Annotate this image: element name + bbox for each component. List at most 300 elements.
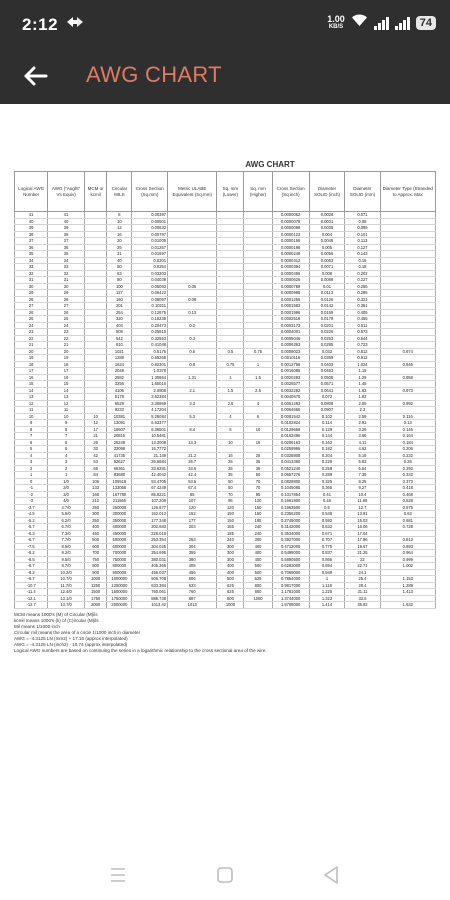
table-cell: 0.10211 <box>132 303 168 310</box>
table-cell: 6.7/0 <box>48 524 85 531</box>
table-cell: 5.5/0 <box>48 511 85 518</box>
network-speed-unit: KB/S <box>328 23 344 30</box>
table-cell: 12.7 <box>345 504 380 511</box>
table-cell: 0.232 <box>380 452 435 459</box>
table-cell: 42.4 <box>168 472 217 479</box>
table-cell: 1.3744000 <box>272 595 309 602</box>
table-cell: 350 <box>84 517 107 524</box>
table-cell: 0.5 <box>168 348 217 355</box>
table-cell: 1750 <box>84 595 107 602</box>
table-cell: 0.0032252 <box>272 387 309 394</box>
table-cell: 4/0 <box>48 498 85 505</box>
table-cell: 0.0005046 <box>272 335 309 342</box>
table-cell: 42 <box>84 452 107 459</box>
table-cell: 380 <box>168 556 217 563</box>
table-cell: 8.36501 <box>132 426 168 433</box>
table-cell: 0.116 <box>380 413 435 420</box>
column-header: Metric ULABE Equivalent (Sq.mm) <box>168 172 217 212</box>
table-cell: 500 <box>244 563 272 570</box>
table-cell: 0.7069000 <box>272 569 309 576</box>
table-cell: 400 <box>244 543 272 550</box>
table-cell: 0.418 <box>380 485 435 492</box>
table-cell: -8.2 <box>15 550 48 557</box>
table-cell: 0.0001996 <box>272 309 309 316</box>
table-cell: 35 <box>48 251 85 258</box>
table-cell: 0.2 <box>168 322 217 329</box>
table-cell: 0.0000312 <box>272 257 309 264</box>
column-header: Diameter Type (Stranded to Approx. Max <box>380 172 435 212</box>
table-cell: 1.30864 <box>132 374 168 381</box>
table-cell: 34 <box>15 257 48 264</box>
table-cell: 0.9817000 <box>272 582 309 589</box>
note-line: kcmil means 1000's (k) of (C)ircular (M)ils <box>14 617 99 623</box>
table-cell: 5.83 <box>345 459 380 466</box>
table-cell: 127 <box>107 290 132 297</box>
table-cell: 0.958 <box>380 374 435 381</box>
table-cell: 33.6281 <box>132 465 168 472</box>
table-cell: 40 <box>15 218 48 225</box>
table-cell: 85.0221 <box>132 491 168 498</box>
table-cell: 750 <box>84 556 107 563</box>
table-cell: 450 <box>84 530 107 537</box>
table-cell: 41 <box>48 212 85 219</box>
table-cell: 0.0359 <box>309 355 345 362</box>
table-cell: 0.0285 <box>309 342 345 349</box>
table-cell: 0.0035 <box>309 225 345 232</box>
table-cell: 0.102 <box>309 413 345 420</box>
table-cell: 0.0045 <box>309 238 345 245</box>
table-cell: 33.6 <box>168 465 217 472</box>
table-cell: 0.289 <box>309 472 345 479</box>
table-cell: 0.032 <box>309 348 345 355</box>
table-cell: 0.0003173 <box>272 322 309 329</box>
table-cell: 35 <box>15 251 48 258</box>
table-cell: 1.5708000 <box>272 602 309 609</box>
table-cell: 0.0028 <box>309 212 345 219</box>
column-header: Cross Section (Sq.mm) <box>132 172 168 212</box>
table-cell: 0.229 <box>309 459 345 466</box>
table-cell: 4 <box>244 400 272 407</box>
table-cell: 1021 <box>107 348 132 355</box>
table-cell: 26.7 <box>168 459 217 466</box>
table-cell: 84 <box>84 472 107 479</box>
table-cell: 21 <box>84 433 107 440</box>
triangle-back-icon[interactable] <box>322 865 340 885</box>
table-cell: 31 <box>48 277 85 284</box>
table-cell: 133 <box>84 485 107 492</box>
table-cell: 85 <box>168 491 217 498</box>
table-cell: 1.289 <box>380 582 435 589</box>
table-cell: 19 <box>48 355 85 362</box>
table-cell: 0.184 <box>380 439 435 446</box>
table-cell: 168 <box>84 491 107 498</box>
table-cell: 18 <box>48 361 85 368</box>
table-cell: 16.06 <box>345 524 380 531</box>
table-cell: 15 <box>15 381 48 388</box>
table-body <box>15 212 436 609</box>
table-cell: 1000 <box>84 576 107 583</box>
table-cell: 0.204 <box>309 452 345 459</box>
table-cell: 0.973 <box>380 387 435 394</box>
recent-apps-icon[interactable] <box>108 866 128 884</box>
table-cell: 0.08097 <box>132 296 168 303</box>
table-cell: 33 <box>84 446 107 453</box>
table-cell: 2.3 <box>345 407 380 414</box>
table-cell: 16 <box>15 374 48 381</box>
dnd-icon <box>66 15 84 31</box>
table-cell: -6.7 <box>15 537 48 544</box>
table-cell: 8.4 <box>168 426 217 433</box>
table-cell: 3 <box>15 459 48 466</box>
table-cell: 23 <box>48 329 85 336</box>
note-line: Logical AWG numbers are based on continuing the series in a logarithmic relationship to the cross sectional area of the wire. <box>14 647 267 653</box>
app-title: AWG CHART <box>86 62 222 87</box>
table-cell: 0.0403 <box>309 361 345 368</box>
table-cell: 25 <box>217 459 244 466</box>
table-cell: 0.3534000 <box>272 530 309 537</box>
table-cell: 0.1661800 <box>272 498 309 505</box>
table-cell: 34 <box>48 257 85 264</box>
table-cell: 0.0657276 <box>272 472 309 479</box>
table-cell: 0.5 <box>309 504 345 511</box>
table-cell: 0.575 <box>380 504 435 511</box>
table-cell: 0.405 <box>345 309 380 316</box>
column-header: Circular MILS <box>107 172 132 212</box>
table-cell: 0.0000196 <box>272 244 309 251</box>
table-cell: 39 <box>15 225 48 232</box>
table-cell: 152 <box>168 511 217 518</box>
table-cell: 0.004 <box>309 231 345 238</box>
table-cell: 0.202 <box>345 270 380 277</box>
table-cell: 67.4 <box>168 485 217 492</box>
table-cell: 633.384 <box>132 582 168 589</box>
table-cell: 35 <box>244 465 272 472</box>
table-cell: 1 <box>309 576 345 583</box>
table-cell: 1.45 <box>345 381 380 388</box>
table-cell: 4.11 <box>345 439 380 446</box>
table-cell: 1 <box>48 472 85 479</box>
table-cell: 9.5/0 <box>48 556 85 563</box>
table-cell: 53.4705 <box>132 478 168 485</box>
table-cell: 300 <box>217 550 244 557</box>
table-cell: 1000 <box>244 595 272 602</box>
table-cell: 800 <box>84 563 107 570</box>
table-cell: 240 <box>244 530 272 537</box>
table-cell: 0.03203 <box>132 270 168 277</box>
table-cell: 886.738 <box>132 595 168 602</box>
wifi-icon <box>351 13 368 32</box>
table-cell: 70 <box>244 485 272 492</box>
table-cell: 0.072 <box>309 394 345 401</box>
table-cell: 6529 <box>107 400 132 407</box>
table-cell: 36 <box>48 244 85 251</box>
table-cell: 5 <box>15 446 48 453</box>
table-cell: 1000 <box>217 602 244 609</box>
table-cell: 6.54 <box>345 465 380 472</box>
table-cell: 253.354 <box>132 537 168 544</box>
table-cell: 250000 <box>107 504 132 511</box>
table-cell: 0.0000248 <box>272 251 309 258</box>
table-cell: 6 <box>15 439 48 446</box>
table-cell: 7 <box>15 433 48 440</box>
table-cell: 0.164 <box>380 433 435 440</box>
table-cell: 15 <box>48 381 85 388</box>
table-cell: 1.29 <box>345 374 380 381</box>
table-header-row <box>15 172 436 212</box>
table-cell: 7 <box>48 433 85 440</box>
table-cell: -3.7 <box>15 504 48 511</box>
table-cell: 3256 <box>107 381 132 388</box>
table-cell: 0.0808 <box>309 400 345 407</box>
table-cell: 10 <box>15 413 48 420</box>
table-cell: 10 <box>84 413 107 420</box>
table-cell: 35 <box>217 472 244 479</box>
table-cell: 21 <box>48 342 85 349</box>
table-cell: 0.46 <box>309 498 345 505</box>
table-cell: 1.632 <box>380 602 435 609</box>
table-cell: 0.5890500 <box>272 556 309 563</box>
table-cell: 633 <box>168 582 217 589</box>
table-cell: 0.0000156 <box>272 238 309 245</box>
table-cell: 0.728 <box>380 524 435 531</box>
table-cell: 0.0051283 <box>272 400 309 407</box>
table-cell: 0.08 <box>345 218 380 225</box>
table-cell: 625 <box>217 582 244 589</box>
table-cell: 18 <box>15 361 48 368</box>
table-cell: 1.15 <box>345 368 380 375</box>
table-cell: 150 <box>217 511 244 518</box>
table-cell: 50 <box>217 478 244 485</box>
table-cell: 3 <box>48 459 85 466</box>
table-cell: 0.0025577 <box>272 381 309 388</box>
table-cell: 3.66 <box>345 433 380 440</box>
table-cell: 8 <box>48 426 85 433</box>
table-cell: 500 <box>244 569 272 576</box>
table-cell: 22 <box>48 335 85 342</box>
table-cell: 0.644 <box>345 335 380 342</box>
table-cell: 31 <box>107 251 132 258</box>
table-cell: 0.0129658 <box>272 426 309 433</box>
table-cell: 25 <box>15 316 48 323</box>
table-cell: 8233 <box>107 407 132 414</box>
table-cell: 2000 <box>84 602 107 609</box>
table-cell: 0.5176 <box>132 348 168 355</box>
table-cell: 0.0521240 <box>272 465 309 472</box>
table-cell: 2 <box>15 465 48 472</box>
table-cell: 254 <box>107 309 132 316</box>
table-cell: 0.874 <box>380 348 435 355</box>
table-cell: 120 <box>217 504 244 511</box>
table-cell: 38 <box>15 231 48 238</box>
table-cell: 6 <box>244 413 272 420</box>
table-cell: 15.03 <box>345 517 380 524</box>
table-cell: 0.127 <box>345 244 380 251</box>
table-cell: 0.0002516 <box>272 316 309 323</box>
table-cell: 506.708 <box>132 576 168 583</box>
table-cell: 28 <box>15 296 48 303</box>
table-cell: 0.01005 <box>132 238 168 245</box>
table-cell: 10 <box>48 413 85 420</box>
table-cell: 0.365 <box>309 485 345 492</box>
table-cell: 0.05 <box>168 283 217 290</box>
table-cell: 6 <box>217 426 244 433</box>
table-cell: 625 <box>244 576 272 583</box>
status-bar <box>0 0 450 48</box>
column-header: Sq. mm (Lower) <box>217 172 244 212</box>
table-cell: 456 <box>168 569 217 576</box>
table-cell: 304 <box>168 543 217 550</box>
table-cell: 4 <box>217 413 244 420</box>
table-cell: 41 <box>15 212 48 219</box>
table-cell: 1013 <box>168 602 217 609</box>
table-cell: 80 <box>107 277 132 284</box>
table-cell: 0.866 <box>309 556 345 563</box>
table-cell: 95 <box>217 498 244 505</box>
table-cell: -11.4 <box>15 589 48 596</box>
table-cell: 177.348 <box>132 517 168 524</box>
table-cell: 22.71 <box>345 563 380 570</box>
table-cell: 400 <box>244 550 272 557</box>
table-cell: 203 <box>168 524 217 531</box>
table-cell: 800 <box>244 582 272 589</box>
table-cell: 7.3/0 <box>48 530 85 537</box>
table-cell: 9.2/0 <box>48 550 85 557</box>
table-cell: 10.4 <box>345 491 380 498</box>
table-cell: 0.325 <box>309 478 345 485</box>
table-cell: 13.7/0 <box>48 602 85 609</box>
table-cell: 0.0571 <box>309 381 345 388</box>
table-cell: 66 <box>84 465 107 472</box>
table-cell: 13091 <box>107 420 132 427</box>
table-cell: 25 <box>48 316 85 323</box>
table-cell: 400 <box>244 556 272 563</box>
table-cell: 2582 <box>107 374 132 381</box>
table-cell: 0.18 <box>345 264 380 271</box>
table-cell: 0.16235 <box>132 316 168 323</box>
note-line: Mil means 1/1000 inch <box>14 623 60 629</box>
table-cell: 0.005 <box>309 244 345 251</box>
table-cell: 0.20473 <box>132 322 168 329</box>
table-cell: 0.41 <box>309 491 345 498</box>
table-cell: 1.65016 <box>132 381 168 388</box>
table-cell: 300 <box>84 511 107 518</box>
back-arrow-icon[interactable] <box>20 60 52 92</box>
table-cell: 167780 <box>107 491 132 498</box>
table-cell: 1250 <box>84 582 107 589</box>
table-cell: 0.0179 <box>309 316 345 323</box>
table-cell: 11.68 <box>345 498 380 505</box>
table-cell: 0.0453 <box>309 368 345 375</box>
table-cell: 1.5 <box>244 374 272 381</box>
table-cell: 23 <box>15 329 48 336</box>
column-header: Diameter SOLID (inch) <box>309 172 345 212</box>
table-cell: 0.13 <box>168 309 217 316</box>
table-cell: 0.008 <box>309 270 345 277</box>
table-cell: 14 <box>48 387 85 394</box>
table-cell: 2048 <box>107 368 132 375</box>
table-cell: 8.25 <box>345 478 380 485</box>
table-cell: 41735 <box>107 452 132 459</box>
table-cell: 0.182 <box>309 446 345 453</box>
table-cell: 0.143 <box>345 251 380 258</box>
table-cell: 37 <box>48 238 85 245</box>
table-cell: -8.5 <box>15 556 48 563</box>
table-cell: 25 <box>217 465 244 472</box>
table-cell: 12 <box>48 400 85 407</box>
table-cell: 9.27 <box>345 485 380 492</box>
table-cell: 17 <box>84 426 107 433</box>
table-cell: 800 <box>217 595 244 602</box>
table-cell: 500 <box>217 576 244 583</box>
table-cell: 0.0000123 <box>272 231 309 238</box>
table-cell: 2.5 <box>244 387 272 394</box>
battery-icon: 74 <box>416 16 436 30</box>
table-cell: 106 <box>84 478 107 485</box>
table-cell: 13 <box>15 394 48 401</box>
table-cell: 400 <box>217 569 244 576</box>
table-cell: 0.0206163 <box>272 439 309 446</box>
table-cell: -4.5 <box>15 511 48 518</box>
table-cell: 0.592 <box>309 517 345 524</box>
table-cell: 0.04039 <box>132 277 168 284</box>
table-cell: 0.82301 <box>132 361 168 368</box>
table-cell: 1.002 <box>380 563 435 570</box>
table-cell: 0.0000394 <box>272 264 309 271</box>
table-cell: 2.5 <box>217 400 244 407</box>
table-cell: 212 <box>84 498 107 505</box>
table-cell: 0.01267 <box>132 244 168 251</box>
note-line: MCM means 1000's (M) of Circular (M)ils <box>14 611 98 617</box>
table-cell: 0 <box>15 478 48 485</box>
home-icon[interactable] <box>216 866 234 884</box>
table-cell: -5.2 <box>15 517 48 524</box>
table-cell: 0.992 <box>380 400 435 407</box>
table-cell: 53 <box>84 459 107 466</box>
table-cell: 0.0056 <box>309 251 345 258</box>
table-cell: 9 <box>48 420 85 427</box>
table-cell: 0.3142000 <box>272 524 309 531</box>
table-cell: 5 <box>48 446 85 453</box>
table-cell: 36 <box>15 244 48 251</box>
table-cell: 1750000 <box>107 595 132 602</box>
table-row <box>15 602 436 609</box>
table-cell: 0.0012756 <box>272 361 309 368</box>
table-cell: 150 <box>217 517 244 524</box>
table-cell: 0.0081542 <box>272 413 309 420</box>
table-cell: 3.3 <box>168 400 217 407</box>
table-cell: 3.26 <box>345 426 380 433</box>
table-cell: 30 <box>48 283 85 290</box>
table-cell: -1 <box>15 485 48 492</box>
table-cell: 0.999 <box>380 556 435 563</box>
table-cell: 228.018 <box>132 530 168 537</box>
table-cell: 21.149 <box>132 452 168 459</box>
table-cell: 13.91 <box>345 511 380 518</box>
table-cell: 177 <box>168 517 217 524</box>
table-cell: 0.05093 <box>132 283 168 290</box>
table-cell: -6.3 <box>15 530 48 537</box>
table-cell: 16 <box>217 452 244 459</box>
table-cell: 350000 <box>107 517 132 524</box>
table-cell: 0.0000078 <box>272 218 309 225</box>
status-time: 2:12 <box>22 15 59 34</box>
table-cell: 185 <box>244 517 272 524</box>
awg-table <box>14 171 436 609</box>
table-cell: 33098 <box>107 446 132 453</box>
table-cell: 1.83 <box>345 394 380 401</box>
table-cell: -5.7 <box>15 524 48 531</box>
table-cell: 11.7/0 <box>48 582 85 589</box>
